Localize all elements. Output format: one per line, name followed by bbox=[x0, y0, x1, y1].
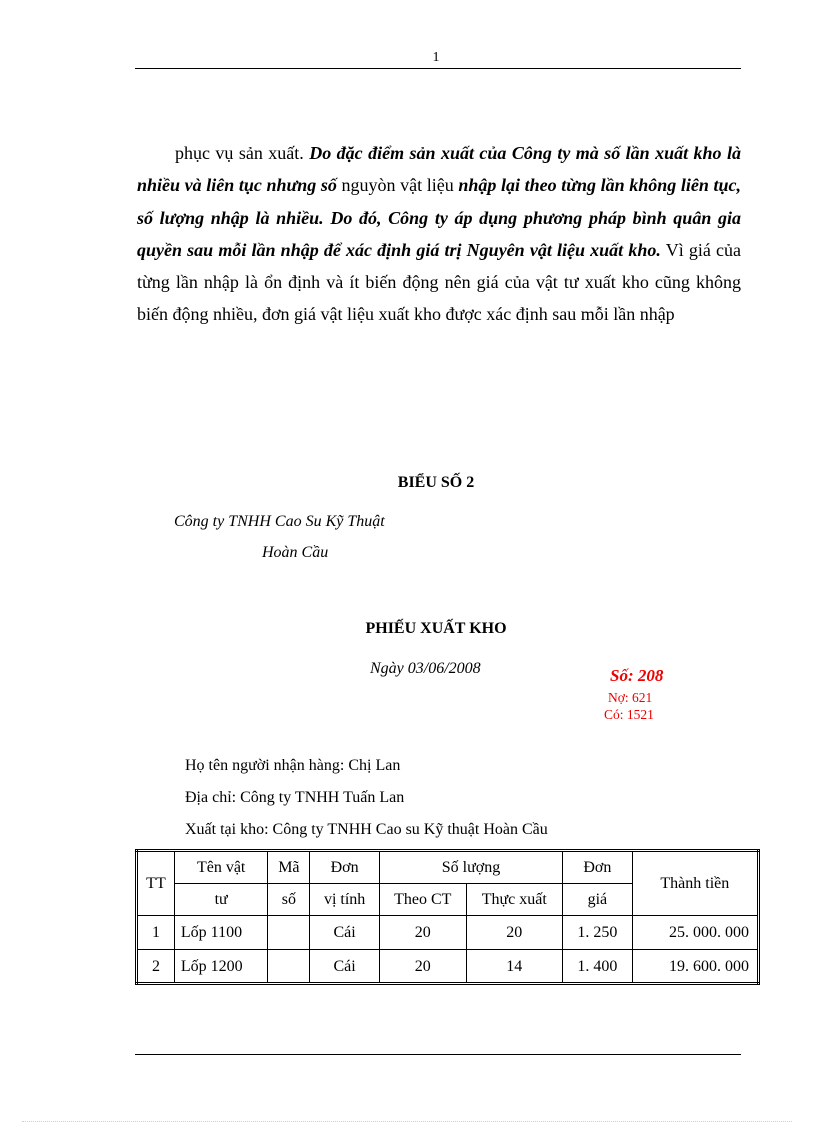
debit-account: Nợ: 621 bbox=[608, 690, 653, 705]
receiver-line: Họ tên người nhận hàng: Chị Lan bbox=[185, 757, 401, 774]
header-qty-actual: Thực xuất bbox=[466, 884, 562, 916]
company-line-1: Công ty TNHH Cao Su Kỹ Thuật bbox=[174, 513, 385, 530]
address-line: Địa chỉ: Công ty TNHH Tuấn Lan bbox=[185, 789, 405, 806]
paragraph-emphasis: Do đặc điểm sản xuất của Công ty mà số lần xuất kho là nhiều và liên tục nhưng số bbox=[137, 143, 741, 196]
cell-tt: 1 bbox=[137, 916, 175, 950]
warehouse-line: Xuất tại kho: Công ty TNHH Cao su Kỹ thuật Hoàn Cầu bbox=[185, 821, 548, 838]
paragraph-text: phục vụ sản xuất. bbox=[175, 143, 310, 163]
page-edge bbox=[22, 1121, 792, 1122]
header-unit-cont: vị tính bbox=[310, 884, 380, 916]
page-number: 1 bbox=[432, 50, 440, 65]
header-qty-doc: Theo CT bbox=[379, 884, 466, 916]
cell-amount: 19. 600. 000 bbox=[632, 950, 758, 984]
header-code-cont: số bbox=[268, 884, 310, 916]
paragraph-emphasis: nhập lại theo từng lần không liên tục, số lượng nhập là nhiều. Do đó, Công ty áp dụng phương pháp bình quân gia quyền sau mỗi lần nhập để xác định giá trị Nguyên vật liệu xuất kho. bbox=[137, 175, 741, 260]
header-name-cont: tư bbox=[174, 884, 268, 916]
cell-code bbox=[268, 950, 310, 984]
cell-qty-doc: 20 bbox=[379, 950, 466, 984]
company-line-2: Hoàn Cầu bbox=[262, 544, 329, 561]
company-name bbox=[174, 506, 385, 568]
items-table bbox=[135, 849, 760, 985]
cell-unit: Cái bbox=[310, 916, 380, 950]
header-quantity: Số lượng bbox=[379, 851, 562, 884]
table-row bbox=[137, 916, 759, 950]
header-amount: Thành tiền bbox=[632, 851, 758, 916]
body-paragraph bbox=[137, 137, 741, 331]
header-price-cont: giá bbox=[563, 884, 633, 916]
slip-number: Số: 208 bbox=[610, 666, 664, 685]
cell-qty-actual: 14 bbox=[466, 950, 562, 984]
header-name: Tên vật bbox=[174, 851, 268, 884]
header-price: Đơn bbox=[563, 851, 633, 884]
cell-tt: 2 bbox=[137, 950, 175, 984]
cell-unit: Cái bbox=[310, 950, 380, 984]
cell-name: Lốp 1200 bbox=[174, 950, 268, 984]
paragraph-text: nguyòn vật liệu bbox=[336, 175, 459, 196]
header-divider bbox=[135, 68, 741, 69]
cell-qty-actual: 20 bbox=[466, 916, 562, 950]
cell-price: 1. 400 bbox=[563, 950, 633, 984]
slip-date: Ngày 03/06/2008 bbox=[370, 660, 481, 677]
footer-divider bbox=[135, 1054, 741, 1055]
header-tt: TT bbox=[137, 851, 175, 916]
cell-name: Lốp 1100 bbox=[174, 916, 268, 950]
cell-qty-doc: 20 bbox=[379, 916, 466, 950]
form-code: BIỂU SỐ 2 bbox=[397, 474, 475, 491]
slip-title: PHIẾU XUẤT KHO bbox=[365, 620, 507, 637]
cell-amount: 25. 000. 000 bbox=[632, 916, 758, 950]
cell-price: 1. 250 bbox=[563, 916, 633, 950]
credit-account: Có: 1521 bbox=[604, 707, 654, 722]
table-row bbox=[137, 950, 759, 984]
paragraph-text: Vì giá của từng lần nhập là ổn định và ít biến động nên giá của vật tư xuất kho cũng không biến động nhiều, đơn giá vật liệu xuất kho được xác định sau mỗi lần nhập bbox=[137, 239, 741, 325]
header-code: Mã bbox=[268, 851, 310, 884]
cell-code bbox=[268, 916, 310, 950]
header-unit: Đơn bbox=[310, 851, 380, 884]
